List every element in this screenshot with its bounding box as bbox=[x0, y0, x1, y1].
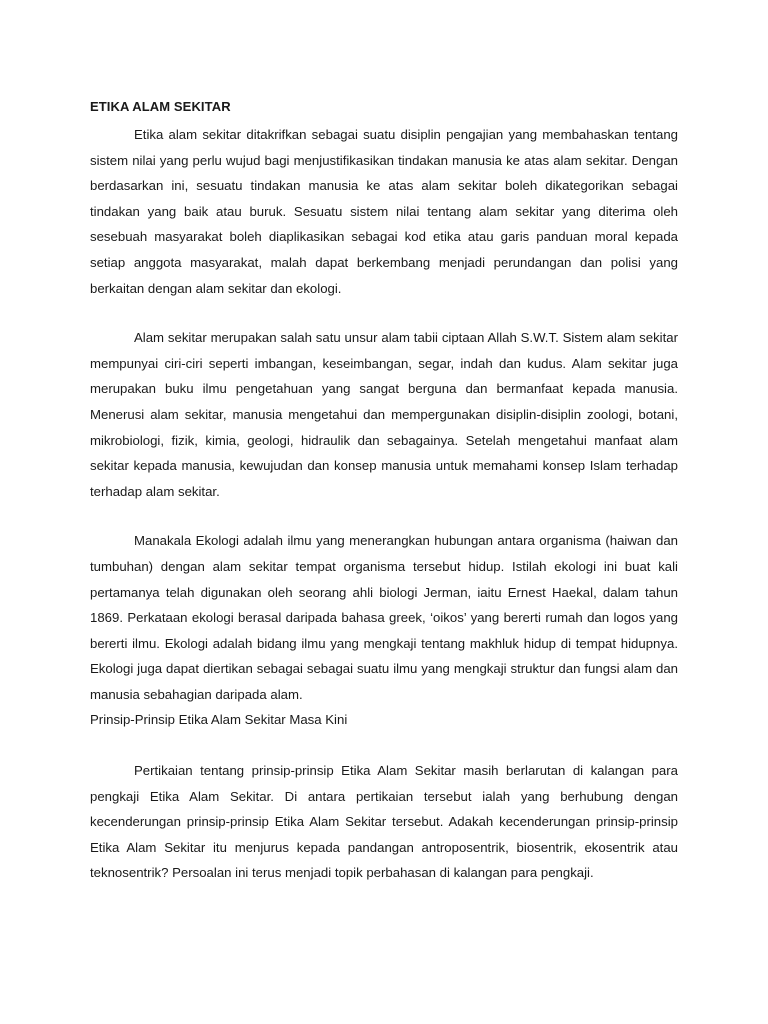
paragraph-1: Etika alam sekitar ditakrifkan sebagai suatu disiplin pengajian yang membahaskan tentang sistem nilai yang perlu wujud bagi menjustifikasikan tindakan manusia ke atas alam sekitar. Dengan berdasarkan ini, sesuatu tindakan manusia ke atas alam sekitar boleh dikategorikan sebagai tindakan yang baik atau buruk. Sesuatu sistem nilai tentang alam sekitar yang diterima oleh sesebuah masyarakat boleh diaplikasikan sebagai kod etika atau garis panduan moral kepada setiap anggota masyarakat, malah dapat berkembang menjadi perundangan dan polisi yang berkaitan dengan alam sekitar dan ekologi. bbox=[90, 127, 678, 296]
document-page bbox=[90, 99, 678, 886]
section-subheading: Prinsip-Prinsip Etika Alam Sekitar Masa Kini bbox=[90, 712, 348, 728]
paragraph-2: Alam sekitar merupakan salah satu unsur alam tabii ciptaan Allah S.W.T. Sistem alam sekitar mempunyai ciri-ciri seperti imbangan, keseimbangan, segar, indah dan kudus. Alam sekitar juga merupakan buku ilmu pengetahuan yang sangat berguna dan bermanfaat kepada manusia. Menerusi alam sekitar, manusia mengetahui dan mempergunakan disiplin-disiplin zoologi, botani, mikrobiologi, fizik, kimia, geologi, hidraulik dan sebagainya. Setelah mengetahui manfaat alam sekitar kepada manusia, kewujudan dan konsep manusia untuk memahami konsep Islam terhadap terhadap alam sekitar. bbox=[90, 330, 678, 499]
document-title: ETIKA ALAM SEKITAR bbox=[90, 99, 231, 114]
paragraph-4: Pertikaian tentang prinsip-prinsip Etika Alam Sekitar masih berlarutan di kalangan para pengkaji Etika Alam Sekitar. Di antara pertikaian tersebut ialah yang berhubung dengan kecenderungan prinsip-prinsip Etika Alam Sekitar tersebut. Adakah kecenderungan prinsip-prinsip Etika Alam Sekitar itu menjurus kepada pandangan antroposentrik, biosentrik, ekosentrik atau teknosentrik? Persoalan ini terus menjadi topik perbahasan di kalangan para pengkaji. bbox=[90, 763, 678, 881]
paragraph-3: Manakala Ekologi adalah ilmu yang menerangkan hubungan antara organisma (haiwan dan tumbuhan) dengan alam sekitar tempat organisma tersebut hidup. Istilah ekologi ini buat kali pertamanya telah digunakan oleh seorang ahli biologi Jerman, iaitu Ernest Haekal, dalam tahun 1869. Perkataan ekologi berasal daripada bahasa greek, ‘oikos’ yang bererti rumah dan logos yang bererti ilmu. Ekologi adalah bidang ilmu yang mengkaji tentang makhluk hidup di tempat hidupnya. Ekologi juga dapat diertikan sebagai sebagai suatu ilmu yang mengkaji struktur dan fungsi alam dan manusia sebahagian daripada alam. bbox=[90, 533, 678, 702]
